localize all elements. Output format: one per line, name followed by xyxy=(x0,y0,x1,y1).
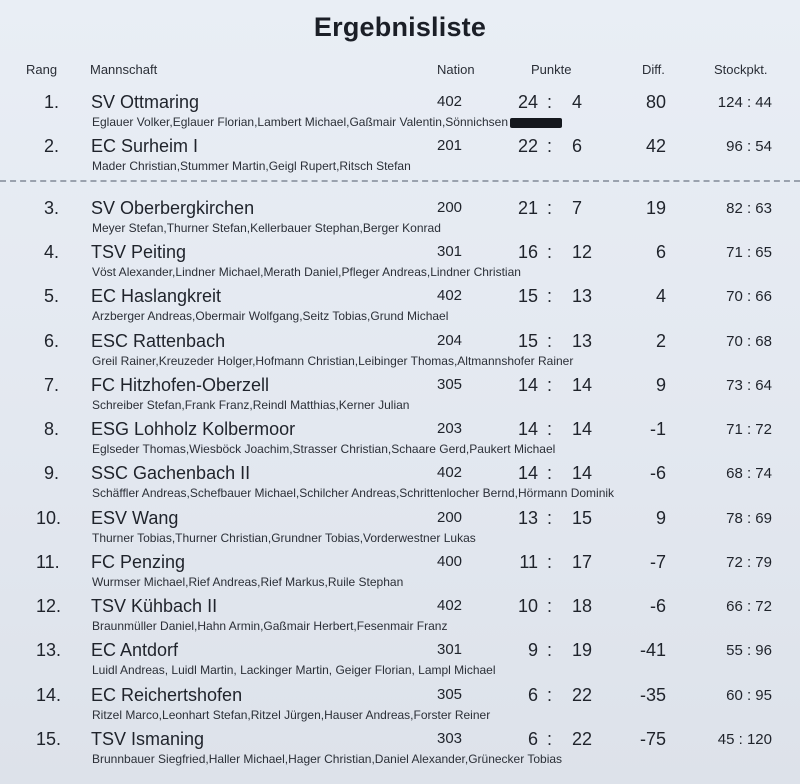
rank-cell: 1. xyxy=(44,92,60,112)
points-for: 14 xyxy=(517,463,538,483)
points-separator: : xyxy=(547,419,553,439)
team-name: EC Reichertshofen xyxy=(91,685,243,705)
header-punkte: Punkte xyxy=(531,62,572,77)
points-against: 7 xyxy=(572,198,583,218)
stockpunkte-cell: 68 : 74 xyxy=(726,465,772,482)
points-against: 19 xyxy=(572,640,593,660)
table-row xyxy=(0,331,800,375)
stockpunkte-cell: 78 : 69 xyxy=(726,510,772,527)
points-separator: : xyxy=(547,552,553,572)
points-against: 22 xyxy=(572,685,593,705)
points-separator: : xyxy=(547,508,553,528)
diff-cell: -7 xyxy=(649,552,666,572)
rank-cell: 4. xyxy=(44,242,60,262)
header-rang: Rang xyxy=(26,62,58,77)
points-for: 14 xyxy=(517,419,538,439)
player-list: Schreiber Stefan,Frank Franz,Reindl Matthias,Kerner Julian xyxy=(92,398,410,412)
team-name: ESG Lohholz Kolbermoor xyxy=(91,419,296,439)
stockpunkte-cell: 72 : 79 xyxy=(726,554,772,571)
rank-cell: 9. xyxy=(44,463,60,483)
player-list: Mader Christian,Stummer Martin,Geigl Rupert,Ritsch Stefan xyxy=(92,159,411,173)
stockpunkte-cell: 66 : 72 xyxy=(726,598,772,615)
stockpunkte-cell: 71 : 65 xyxy=(726,244,772,261)
rank-cell: 5. xyxy=(44,286,60,306)
diff-cell: 19 xyxy=(645,198,666,218)
diff-cell: -35 xyxy=(639,685,666,705)
nation-cell: 402 xyxy=(437,464,463,481)
points-for: 16 xyxy=(517,242,538,262)
diff-cell: 9 xyxy=(655,508,666,528)
table-row xyxy=(0,375,800,419)
team-name: SV Oberbergkirchen xyxy=(91,198,255,218)
diff-cell: 80 xyxy=(645,92,666,112)
page-title: Ergebnisliste xyxy=(313,12,487,42)
diff-cell: 2 xyxy=(655,331,666,351)
player-list: Brunnbauer Siegfried,Haller Michael,Hager Christian,Daniel Alexander,Grünecker Tobias xyxy=(92,752,563,766)
stockpunkte-cell: 124 : 44 xyxy=(717,94,772,111)
player-list: Eglauer Volker,Eglauer Florian,Lambert Michael,Gaßmair Valentin,Sönnichsen xyxy=(92,115,562,129)
team-name: SSC Gachenbach II xyxy=(91,463,251,483)
rank-cell: 3. xyxy=(44,198,60,218)
points-against: 4 xyxy=(572,92,583,112)
team-name: SV Ottmaring xyxy=(91,92,200,112)
points-against: 13 xyxy=(572,331,593,351)
rank-cell: 15. xyxy=(36,729,62,749)
stockpunkte-cell: 71 : 72 xyxy=(726,421,772,438)
table-row xyxy=(0,685,800,729)
player-list: Luidl Andreas, Luidl Martin, Lackinger Martin, Geiger Florian, Lampl Michael xyxy=(92,663,496,677)
table-row xyxy=(0,640,800,684)
points-separator: : xyxy=(547,198,553,218)
points-against: 18 xyxy=(572,596,593,616)
nation-cell: 200 xyxy=(437,509,463,526)
points-against: 14 xyxy=(572,419,593,439)
nation-cell: 201 xyxy=(437,137,463,154)
rank-cell: 6. xyxy=(44,331,60,351)
promotion-divider xyxy=(0,180,800,182)
points-for: 15 xyxy=(517,331,538,351)
team-name: TSV Kühbach II xyxy=(91,596,218,616)
header-diff: Diff. xyxy=(642,62,665,77)
player-list: Ritzel Marco,Leonhart Stefan,Ritzel Jürgen,Hauser Andreas,Forster Reiner xyxy=(92,708,491,722)
table-row xyxy=(0,508,800,552)
diff-cell: -41 xyxy=(639,640,666,660)
points-for: 13 xyxy=(517,508,538,528)
nation-cell: 305 xyxy=(437,686,463,703)
nation-cell: 400 xyxy=(437,553,463,570)
table-row xyxy=(0,286,800,330)
points-separator: : xyxy=(547,286,553,306)
stockpunkte-cell: 45 : 120 xyxy=(717,731,772,748)
stockpunkte-cell: 55 : 96 xyxy=(726,642,772,659)
points-separator: : xyxy=(547,685,553,705)
table-row xyxy=(0,419,800,463)
rank-cell: 8. xyxy=(44,419,60,439)
diff-cell: 9 xyxy=(655,375,666,395)
nation-cell: 204 xyxy=(437,332,463,349)
team-name: TSV Peiting xyxy=(91,242,187,262)
redaction-mark xyxy=(510,118,562,128)
team-name: EC Haslangkreit xyxy=(91,286,222,306)
table-row xyxy=(0,729,800,773)
team-name: FC Penzing xyxy=(91,552,186,572)
points-for: 24 xyxy=(517,92,538,112)
nation-cell: 305 xyxy=(437,376,463,393)
points-separator: : xyxy=(547,92,553,112)
player-list: Greil Rainer,Kreuzeder Holger,Hofmann Christian,Leibinger Thomas,Altmannshofer Rainer xyxy=(92,354,574,368)
rank-cell: 11. xyxy=(36,552,60,572)
points-for: 14 xyxy=(517,375,538,395)
points-for: 6 xyxy=(527,685,538,705)
diff-cell: -75 xyxy=(639,729,666,749)
header-mannschaft: Mannschaft xyxy=(90,62,158,77)
nation-cell: 402 xyxy=(437,597,463,614)
points-for: 22 xyxy=(517,136,538,156)
stockpunkte-cell: 70 : 66 xyxy=(726,288,772,305)
points-separator: : xyxy=(547,729,553,749)
table-row xyxy=(0,242,800,286)
points-separator: : xyxy=(547,463,553,483)
nation-cell: 203 xyxy=(437,420,463,437)
points-for: 11 xyxy=(519,552,538,572)
stockpunkte-cell: 82 : 63 xyxy=(726,200,772,217)
stockpunkte-cell: 73 : 64 xyxy=(726,377,772,394)
header-stockpunkte: Stockpkt. xyxy=(714,62,768,77)
diff-cell: -1 xyxy=(649,419,666,439)
diff-cell: 4 xyxy=(655,286,666,306)
team-name: FC Hitzhofen-Oberzell xyxy=(91,375,270,395)
rank-cell: 14. xyxy=(36,685,62,705)
points-against: 13 xyxy=(572,286,593,306)
nation-cell: 402 xyxy=(437,93,463,110)
points-against: 14 xyxy=(572,375,593,395)
points-separator: : xyxy=(547,242,553,262)
team-name: ESV Wang xyxy=(91,508,179,528)
diff-cell: -6 xyxy=(649,596,666,616)
points-separator: : xyxy=(547,596,553,616)
player-list: Vöst Alexander,Lindner Michael,Merath Daniel,Pfleger Andreas,Lindner Christian xyxy=(92,265,521,279)
player-list: Wurmser Michael,Rief Andreas,Rief Markus,Ruile Stephan xyxy=(92,575,404,589)
stockpunkte-cell: 96 : 54 xyxy=(726,138,772,155)
stockpunkte-cell: 60 : 95 xyxy=(726,687,772,704)
points-for: 21 xyxy=(517,198,538,218)
points-against: 6 xyxy=(572,136,583,156)
nation-cell: 301 xyxy=(437,641,463,658)
points-against: 12 xyxy=(572,242,593,262)
rank-cell: 2. xyxy=(44,136,60,156)
table-row xyxy=(0,596,800,640)
diff-cell: 42 xyxy=(645,136,666,156)
points-separator: : xyxy=(547,331,553,351)
table-row xyxy=(0,92,800,136)
points-separator: : xyxy=(547,375,553,395)
points-against: 17 xyxy=(572,552,593,572)
diff-cell: 6 xyxy=(655,242,666,262)
points-against: 15 xyxy=(572,508,593,528)
team-name: ESC Rattenbach xyxy=(91,331,226,351)
nation-cell: 402 xyxy=(437,287,463,304)
points-separator: : xyxy=(547,640,553,660)
rank-cell: 7. xyxy=(44,375,60,395)
stockpunkte-cell: 70 : 68 xyxy=(726,333,772,350)
player-list: Schäffler Andreas,Schefbauer Michael,Schilcher Andreas,Schrittenlocher Bernd,Hörmann Dominik xyxy=(92,486,615,500)
table-row xyxy=(0,552,800,596)
points-for: 15 xyxy=(517,286,538,306)
header-nation: Nation xyxy=(437,62,475,77)
table-row xyxy=(0,198,800,242)
rank-cell: 10. xyxy=(36,508,62,528)
nation-cell: 301 xyxy=(437,243,463,260)
points-against: 14 xyxy=(572,463,593,483)
nation-cell: 200 xyxy=(437,199,463,216)
team-name: TSV Ismaning xyxy=(91,729,205,749)
nation-cell: 303 xyxy=(437,730,463,747)
table-row xyxy=(0,136,800,180)
team-name: EC Antdorf xyxy=(91,640,179,660)
points-for: 10 xyxy=(517,596,538,616)
rank-cell: 13. xyxy=(36,640,62,660)
player-list: Meyer Stefan,Thurner Stefan,Kellerbauer Stephan,Berger Konrad xyxy=(92,221,441,235)
diff-cell: -6 xyxy=(649,463,666,483)
team-name: EC Surheim I xyxy=(91,136,199,156)
player-list: Eglseder Thomas,Wiesböck Joachim,Strasser Christian,Schaare Gerd,Paukert Michael xyxy=(92,442,556,456)
player-list: Arzberger Andreas,Obermair Wolfgang,Seitz Tobias,Grund Michael xyxy=(92,309,449,323)
rank-cell: 12. xyxy=(36,596,62,616)
points-separator: : xyxy=(547,136,553,156)
points-for: 6 xyxy=(527,729,538,749)
points-against: 22 xyxy=(572,729,593,749)
table-row xyxy=(0,463,800,507)
player-list: Braunmüller Daniel,Hahn Armin,Gaßmair Herbert,Fesenmair Franz xyxy=(92,619,448,633)
points-for: 9 xyxy=(527,640,538,660)
player-list: Thurner Tobias,Thurner Christian,Grundner Tobias,Vorderwestner Lukas xyxy=(92,531,476,545)
